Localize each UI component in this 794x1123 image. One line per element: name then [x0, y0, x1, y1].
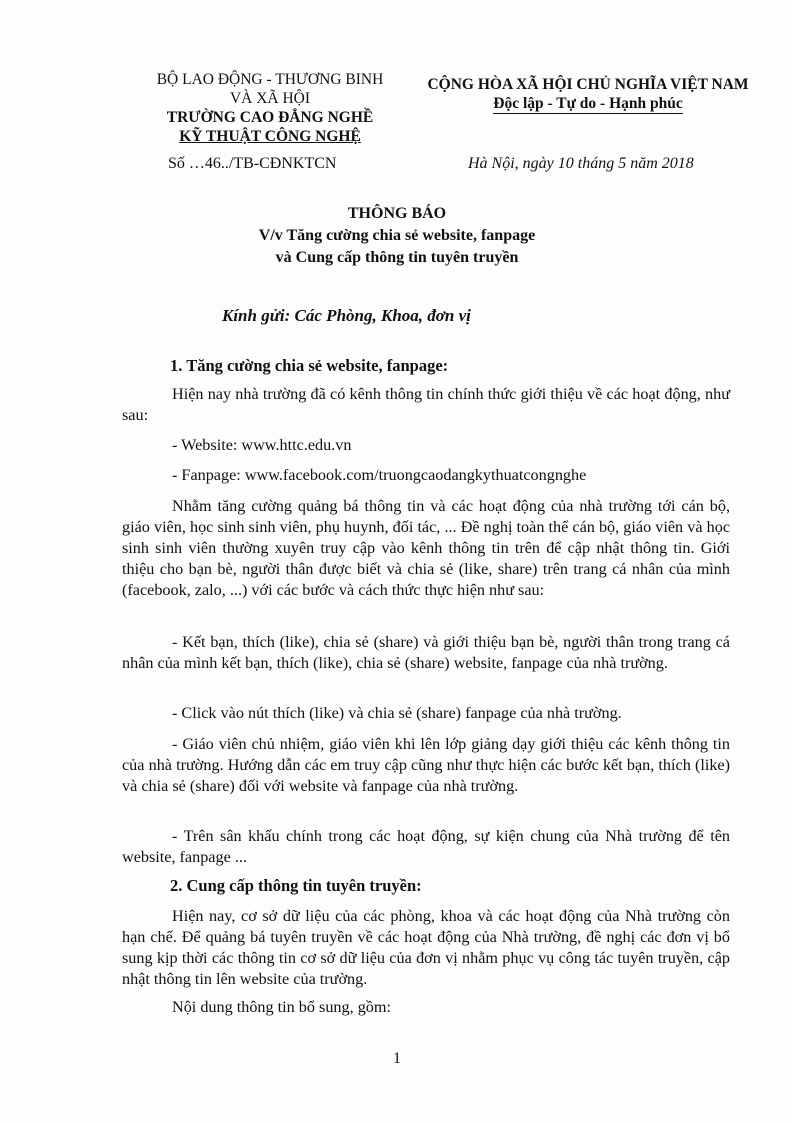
recipient-value: Các Phòng, Khoa, đơn vị	[294, 306, 471, 325]
recipient-label: Kính gửi:	[222, 306, 291, 325]
section1-bullet2: - Click vào nút thích (like) và chia sẻ (share) fanpage của nhà trường.	[172, 704, 622, 722]
motto-wrap	[418, 94, 758, 114]
section1-paragraph: Nhằm tăng cường quảng bá thông tin và các hoạt động của nhà trường tới cán bộ, giáo viên, học sinh sinh viên, phụ huynh, đối tác, ... Đề nghị toàn thể cán bộ, giáo viên và học sinh sinh viên thường xuyên truy cập vào kênh thông tin trên để cập nhật thông tin. Giới thiệu cho bạn bè, người thân được biết và chia sẻ (like, share) trên trang cá nhân của mình (facebook, zalo, ...) với các bước và cách thức thực hiện như sau:	[122, 497, 730, 599]
website-line: - Website: www.httc.edu.vn	[172, 436, 352, 454]
agency-header	[120, 70, 420, 146]
motto: Độc lập - Tự do - Hạnh phúc	[493, 95, 683, 112]
place-date: Hà Nội, ngày 10 tháng 5 năm 2018	[468, 155, 694, 172]
section2-content-intro: Nội dung thông tin bổ sung, gồm:	[172, 998, 391, 1016]
title-main: THÔNG BÁO	[347, 205, 447, 222]
ministry-name-line2: VÀ XÃ HỘI	[229, 90, 311, 107]
section2-heading: 2. Cung cấp thông tin tuyên truyền:	[170, 876, 422, 895]
document-title	[0, 203, 794, 269]
ministry-name-line1: BỘ LAO ĐỘNG - THƯƠNG BINH	[156, 71, 384, 88]
section2-paragraph: Hiện nay, cơ sở dữ liệu của các phòng, khoa và các hoạt động của Nhà trường còn hạn chế. Để quảng bá tuyên truyền về các hoạt động của Nhà trường, đề nghị các đơn vị bổ sung kịp thời các thông tin cơ sở dữ liệu của đơn vị nhằm phục vụ công tác tuyên truyền, cập nhật thông tin lên website của trường.	[122, 907, 730, 988]
fanpage-line: - Fanpage: www.facebook.com/truongcaodangkythuatcongnghe	[172, 466, 587, 484]
country-name: CỘNG HÒA XÃ HỘI CHỦ NGHĨA VIỆT NAM	[427, 76, 749, 93]
title-sub1: V/v Tăng cường chia sẻ website, fanpage	[258, 227, 536, 244]
section1-intro: Hiện nay nhà trường đã có kênh thông tin chính thức giới thiệu về các hoạt động, như sau:	[122, 385, 730, 424]
school-name-line1: TRƯỜNG CAO ĐẲNG NGHỀ	[166, 109, 374, 126]
recipient-line	[222, 306, 471, 326]
title-sub2: và Cung cấp thông tin tuyên truyền	[275, 249, 519, 266]
page-number: 1	[393, 1050, 401, 1067]
section1-bullet1: - Kết bạn, thích (like), chia sẻ (share) và giới thiệu bạn bè, người thân trong trang cá nhân của mình kết bạn, thích (like), chia sẻ (share) website, fanpage của nhà trường.	[122, 633, 730, 672]
document-number: Số …46../TB-CĐNKTCN	[168, 155, 337, 172]
national-motto	[418, 75, 758, 114]
section1-heading: 1. Tăng cường chia sẻ website, fanpage:	[170, 356, 449, 375]
school-name-line2-wrap	[120, 127, 420, 146]
section1-bullet4: - Trên sân khấu chính trong các hoạt động, sự kiện chung của Nhà trường để tên website, fanpage ...	[122, 827, 730, 866]
section1-bullet3: - Giáo viên chủ nhiệm, giáo viên khi lên lớp giảng dạy giới thiệu các kênh thông tin của nhà trường. Hướng dẫn các em truy cập cũng như thực hiện các bước kết bạn, thích (like) và chia sẻ (share) đối với website và fanpage của nhà trường.	[122, 735, 730, 795]
school-name-line2: KỸ THUẬT CÔNG NGHỆ	[179, 128, 361, 145]
